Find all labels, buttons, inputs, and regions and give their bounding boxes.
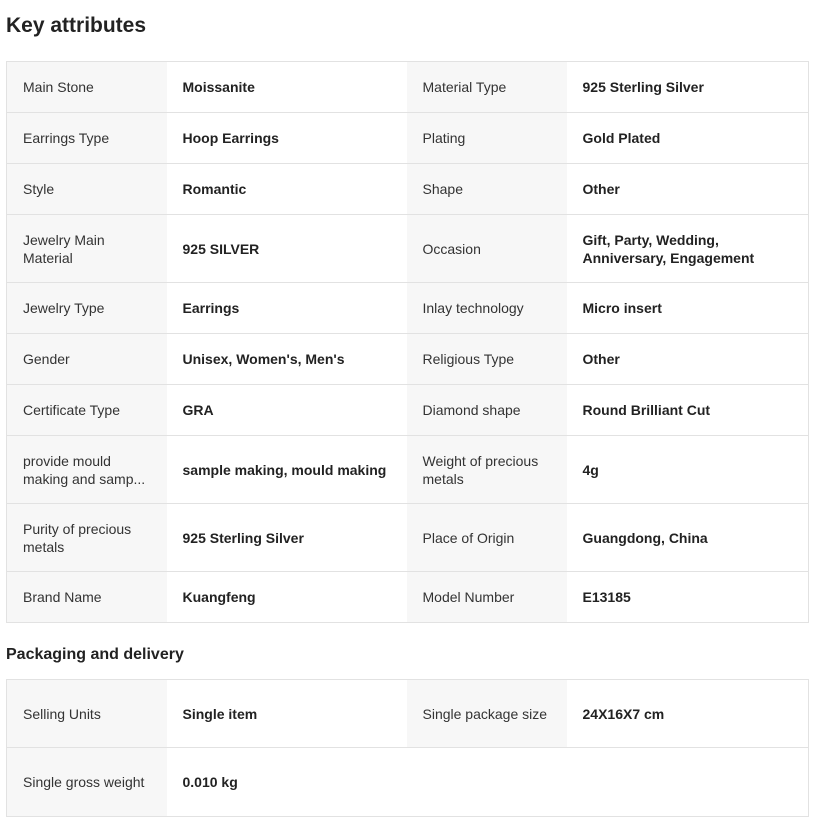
attr-label: Style <box>7 164 167 215</box>
attr-value: Round Brilliant Cut <box>567 385 809 436</box>
empty-cell <box>407 748 567 817</box>
attr-label <box>7 436 167 504</box>
attr-value: Kuangfeng <box>167 572 407 623</box>
attr-value: 4g <box>567 436 809 504</box>
attr-label-text: provide mould making and samp... <box>23 452 146 487</box>
table-row <box>7 334 809 385</box>
key-attributes-table <box>6 61 809 623</box>
packaging-table <box>6 679 809 817</box>
attr-value: 925 Sterling Silver <box>167 504 407 572</box>
table-row <box>7 680 809 748</box>
attr-label: Jewelry Type <box>7 283 167 334</box>
table-row <box>7 385 809 436</box>
table-row <box>7 215 809 283</box>
attr-label: Earrings Type <box>7 113 167 164</box>
table-row <box>7 504 809 572</box>
attr-label: Weight of precious metals <box>407 436 567 504</box>
attr-label: Gender <box>7 334 167 385</box>
attr-value: Romantic <box>167 164 407 215</box>
attr-value: Guangdong, China <box>567 504 809 572</box>
attr-value: 925 Sterling Silver <box>567 62 809 113</box>
attr-value: sample making, mould making <box>167 436 407 504</box>
attr-label: Single package size <box>407 680 567 748</box>
attr-label: Diamond shape <box>407 385 567 436</box>
attr-label: Certificate Type <box>7 385 167 436</box>
attr-value: Other <box>567 164 809 215</box>
attr-label: Jewelry Main Material <box>7 215 167 283</box>
attr-label: Plating <box>407 113 567 164</box>
attr-value: E13185 <box>567 572 809 623</box>
table-row <box>7 113 809 164</box>
attr-label: Main Stone <box>7 62 167 113</box>
empty-cell <box>567 748 809 817</box>
table-row <box>7 572 809 623</box>
attr-value: GRA <box>167 385 407 436</box>
attr-value: Unisex, Women's, Men's <box>167 334 407 385</box>
attr-value: Other <box>567 334 809 385</box>
attr-label: Place of Origin <box>407 504 567 572</box>
attr-label: Selling Units <box>7 680 167 748</box>
attr-label: Inlay technology <box>407 283 567 334</box>
attr-label: Single gross weight <box>7 748 167 817</box>
table-row <box>7 62 809 113</box>
attr-value: Single item <box>167 680 407 748</box>
attr-value: 0.010 kg <box>167 748 407 817</box>
attr-value: 24X16X7 cm <box>567 680 809 748</box>
attr-value: Gold Plated <box>567 113 809 164</box>
attr-label: Brand Name <box>7 572 167 623</box>
attr-label: Model Number <box>407 572 567 623</box>
table-row <box>7 164 809 215</box>
attr-value: Moissanite <box>167 62 407 113</box>
attr-label: Shape <box>407 164 567 215</box>
table-row <box>7 436 809 504</box>
attr-label: Material Type <box>407 62 567 113</box>
table-row <box>7 283 809 334</box>
attr-label: Occasion <box>407 215 567 283</box>
table-row <box>7 748 809 817</box>
attr-value: Micro insert <box>567 283 809 334</box>
attr-label: Religious Type <box>407 334 567 385</box>
key-attributes-title: Key attributes <box>6 14 147 37</box>
attr-value: Hoop Earrings <box>167 113 407 164</box>
packaging-title: Packaging and delivery <box>6 646 184 663</box>
attr-label: Purity of precious metals <box>7 504 167 572</box>
attr-value: Earrings <box>167 283 407 334</box>
attr-value: 925 SILVER <box>167 215 407 283</box>
attr-value: Gift, Party, Wedding, Anniversary, Engagement <box>567 215 809 283</box>
